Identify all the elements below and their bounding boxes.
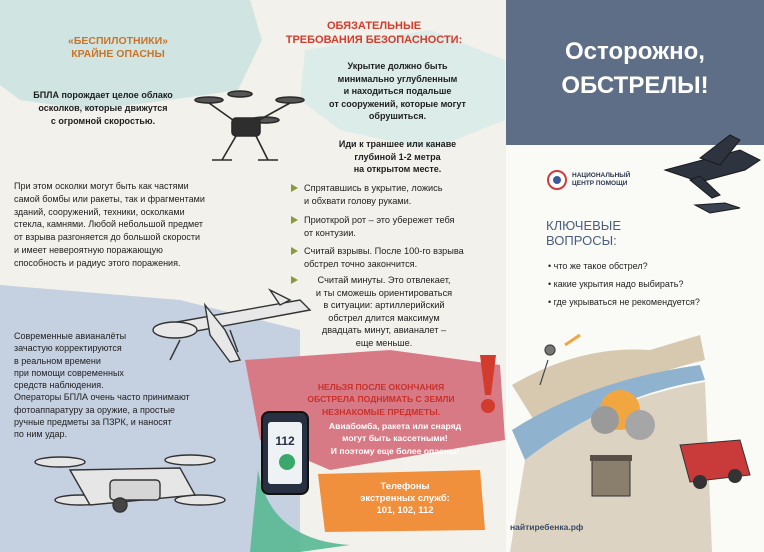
logo-mark: [548, 171, 566, 189]
question-item: • какие укрытия надо выбирать?: [548, 279, 684, 289]
tip-arrow-icon: [291, 184, 298, 192]
shelter-paragraph: [300, 60, 495, 123]
quadcopter-illustration: [195, 91, 304, 160]
tip-line: обстрел точно закончится.: [304, 258, 418, 269]
warning-line: НЕЛЬЗЯ ПОСЛЕ ОКОНЧАНИЯ: [317, 382, 445, 392]
tip-item: [304, 182, 499, 207]
tip-line: Считай минуты. Это отвлекает,: [317, 275, 451, 285]
trench-line: на открытом месте.: [353, 164, 442, 175]
bomb-line: И поэтому еще более опасны!: [330, 445, 460, 456]
shelter-line: минимально углубленным: [337, 73, 458, 84]
tip-line: и ты сможешь ориентироваться: [315, 287, 453, 298]
aviation-line: фотоаппаратуру за оружие, а простые: [14, 404, 176, 415]
tip-arrow-icon: [291, 276, 298, 284]
logo-line: ЦЕНТР ПОМОЩИ: [572, 180, 628, 187]
left-body-line: способность и радиус этого поражения.: [14, 257, 181, 268]
tip-line: еще меньше.: [355, 337, 413, 348]
left-body-line: При этом осколки могут быть как частями: [14, 181, 189, 191]
tip-line: от контузии.: [304, 227, 356, 238]
aviation-line: при помощи современных: [14, 367, 124, 378]
bomb-warning: [305, 420, 485, 457]
question-item: • что же такое обстрел?: [548, 261, 648, 271]
trench-line: Иди к траншее или канаве: [338, 139, 457, 149]
main-title-line1: Осторожно,: [565, 38, 705, 65]
emergency-phones: [330, 480, 480, 516]
left-heading-line1: «БЕСПИЛОТНИКИ»: [68, 35, 168, 47]
aviation-line: в реальном времени: [14, 355, 101, 366]
aviation-line: Современные авианалёты: [14, 331, 127, 341]
bomb-line: Авиабомба, ракета или снаряд: [328, 421, 462, 431]
phones-line: 101, 102, 112: [376, 504, 434, 515]
phone-screen-number: 112: [275, 434, 295, 448]
bomb-line: могут быть кассетными!: [342, 433, 448, 444]
left-intro-line3: с огромной скоростью.: [50, 116, 156, 126]
main-title-line2: ОБСТРЕЛЫ!: [561, 72, 709, 99]
aviation-line: Операторы БПЛА очень часто принимают: [14, 392, 190, 403]
warning-line: ОБСТРЕЛА ПОДНИМАТЬ С ЗЕМЛИ: [307, 394, 455, 405]
tip-line: обстрел длится максимум: [328, 312, 440, 323]
middle-heading-line2: ТРЕБОВАНИЯ БЕЗОПАСНОСТИ:: [285, 34, 463, 46]
tip-arrow-icon: [291, 216, 298, 224]
left-body-paragraph: [14, 180, 254, 270]
aviation-line: средств наблюдения.: [14, 380, 104, 391]
left-intro-line1: БПЛА порождает целое облако: [33, 90, 173, 100]
tip-line: Спрятавшись в укрытие, ложись: [304, 183, 443, 193]
key-questions-heading-line1: КЛЮЧЕВЫЕ: [546, 218, 621, 233]
tip-line: в ситуации: артиллерийский: [323, 300, 445, 311]
left-body-line: и имеет невероятную поражающую: [14, 244, 163, 255]
left-heading-line2: КРАЙНЕ ОПАСНЫ: [71, 48, 165, 60]
logo-text: [572, 172, 630, 188]
tip-item: [304, 214, 499, 239]
trench-paragraph: [300, 138, 495, 176]
phone-illustration: [262, 412, 308, 494]
left-body-line: самой бомбы или ракеты, так и фрагментами: [14, 193, 205, 204]
aviation-line: по ним удар.: [14, 429, 68, 440]
key-questions-heading-line2: ВОПРОСЫ:: [546, 233, 617, 248]
warning-line: НЕЗНАКОМЫЕ ПРЕДМЕТЫ.: [321, 406, 441, 417]
shelter-line: Укрытие должно быть: [347, 61, 448, 71]
aviation-line: ручные предметы за ПЗРК, и наносят: [14, 417, 172, 428]
site-link[interactable]: найтиребенка.рф: [510, 522, 584, 532]
tip-arrow-icon: [291, 247, 298, 255]
logo-line: НАЦИОНАЛЬНЫЙ: [572, 172, 631, 179]
tip-line: Считай взрывы. После 100-го взрыва: [304, 246, 464, 256]
shelter-line: и находиться подальше: [343, 86, 452, 97]
trench-line: глубиной 1-2 метра: [354, 151, 441, 162]
tip-line: двадцать минут, авианалет –: [321, 325, 447, 336]
phones-line: экстренных служб:: [360, 492, 450, 503]
left-body-line: от взрыва разгоняется до большой скорости: [14, 232, 201, 243]
left-body-line: зданий, сооружений, техники, осколками: [14, 206, 185, 217]
question-item: • где укрываться не рекомендуется?: [548, 297, 700, 307]
left-body-line: стекла, камнями. Любой небольшой предмет: [14, 219, 204, 230]
tip-line: Приоткрой рот – это убережет тебя: [304, 215, 455, 225]
phones-line: Телефоны: [380, 480, 430, 491]
shelter-line: от сооружений, которые могут: [329, 98, 466, 109]
tip-item: [304, 274, 464, 350]
tip-line: и обхвати голову руками.: [304, 195, 412, 206]
warning-heading: [288, 381, 474, 418]
tip-item: [304, 245, 499, 270]
left-intro-line2: осколков, которые движутся: [38, 103, 168, 113]
middle-heading-line1: ОБЯЗАТЕЛЬНЫЕ: [326, 20, 422, 32]
aviation-paragraph: [14, 330, 254, 441]
aviation-line: зачастую корректируются: [14, 343, 122, 354]
shelter-line: обрушиться.: [368, 111, 427, 122]
